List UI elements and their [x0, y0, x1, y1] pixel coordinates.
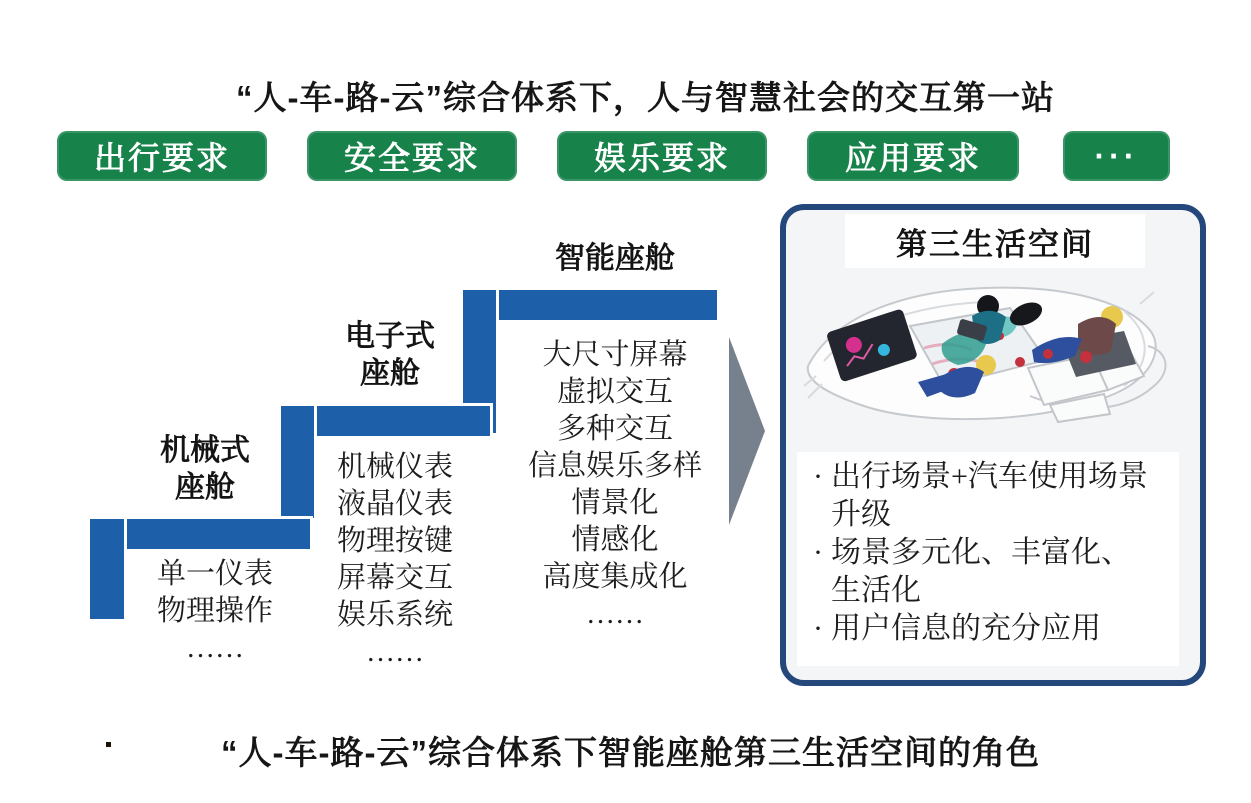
feature-item: 大尺寸屏幕: [542, 339, 688, 371]
heading-line: 机械式: [160, 434, 250, 467]
feature-item: ……: [366, 636, 424, 668]
feature-item: 高度集成化: [542, 561, 688, 593]
bullet-text: 用户信息的充分应用: [831, 612, 1101, 645]
figure-title: “人-车-路-云”综合体系下，人与智慧社会的交互第一站: [236, 79, 1055, 116]
electronic-cockpit-heading: [310, 318, 470, 392]
third-living-space-title-panel: [845, 214, 1145, 268]
requirement-chip-travel: 出行要求: [57, 131, 267, 181]
feature-item: 娱乐系统: [336, 599, 453, 631]
bullet-item: [805, 458, 1173, 534]
electronic-cockpit-feature-list: [290, 449, 500, 671]
bullet-glyph: ·: [813, 612, 823, 645]
smart-cockpit-feature-list: [490, 337, 740, 633]
bullet-glyph: ·: [813, 536, 823, 569]
heading-line: 电子式: [345, 320, 435, 353]
bullet-text: 场景多元化、丰富化、生活化: [831, 536, 1131, 607]
feature-item: 物理按键: [336, 525, 453, 557]
mechanical-cockpit-feature-list: [110, 556, 320, 667]
feature-item: 机械仪表: [336, 451, 453, 483]
third-living-space-title: 第三生活空间: [896, 226, 1094, 262]
feature-item: 信息娱乐多样: [527, 450, 702, 482]
smart-cockpit-heading: 智能座舱: [555, 242, 675, 275]
feature-item: ……: [186, 632, 244, 664]
figure-caption: “人-车-路-云”综合体系下智能座舱第三生活空间的角色: [221, 734, 1040, 771]
feature-item: 多种交互: [556, 413, 673, 445]
requirement-chip-entertainment: 娱乐要求: [557, 131, 767, 181]
feature-item: 情景化: [571, 487, 659, 519]
bullet-item: [805, 534, 1173, 610]
car-interior-sketch-image: [792, 264, 1194, 452]
feature-item: ……: [586, 598, 644, 630]
heading-line: 座舱: [360, 357, 420, 390]
requirement-chip-safety: 安全要求: [307, 131, 517, 181]
bullet-glyph: ·: [813, 460, 823, 493]
bullet-text: 出行场景+汽车使用场景升级: [831, 460, 1148, 531]
feature-item: 单一仪表: [156, 558, 273, 590]
requirement-chip-application: 应用要求: [807, 131, 1019, 181]
feature-item: 液晶仪表: [336, 488, 453, 520]
requirement-chip-more: ···: [1063, 131, 1170, 181]
heading-line: 座舱: [175, 471, 235, 504]
smart-cockpit-step-bar: [463, 290, 717, 320]
mechanical-cockpit-heading: [125, 432, 285, 506]
feature-item: 虚拟交互: [556, 376, 673, 408]
third-living-space-bullet-panel: [797, 452, 1179, 666]
feature-item: 物理操作: [156, 595, 273, 627]
bullet-item: [805, 610, 1173, 648]
feature-item: 情感化: [571, 524, 659, 556]
feature-item: 屏幕交互: [336, 562, 453, 594]
right-arrow-icon: [729, 337, 765, 525]
